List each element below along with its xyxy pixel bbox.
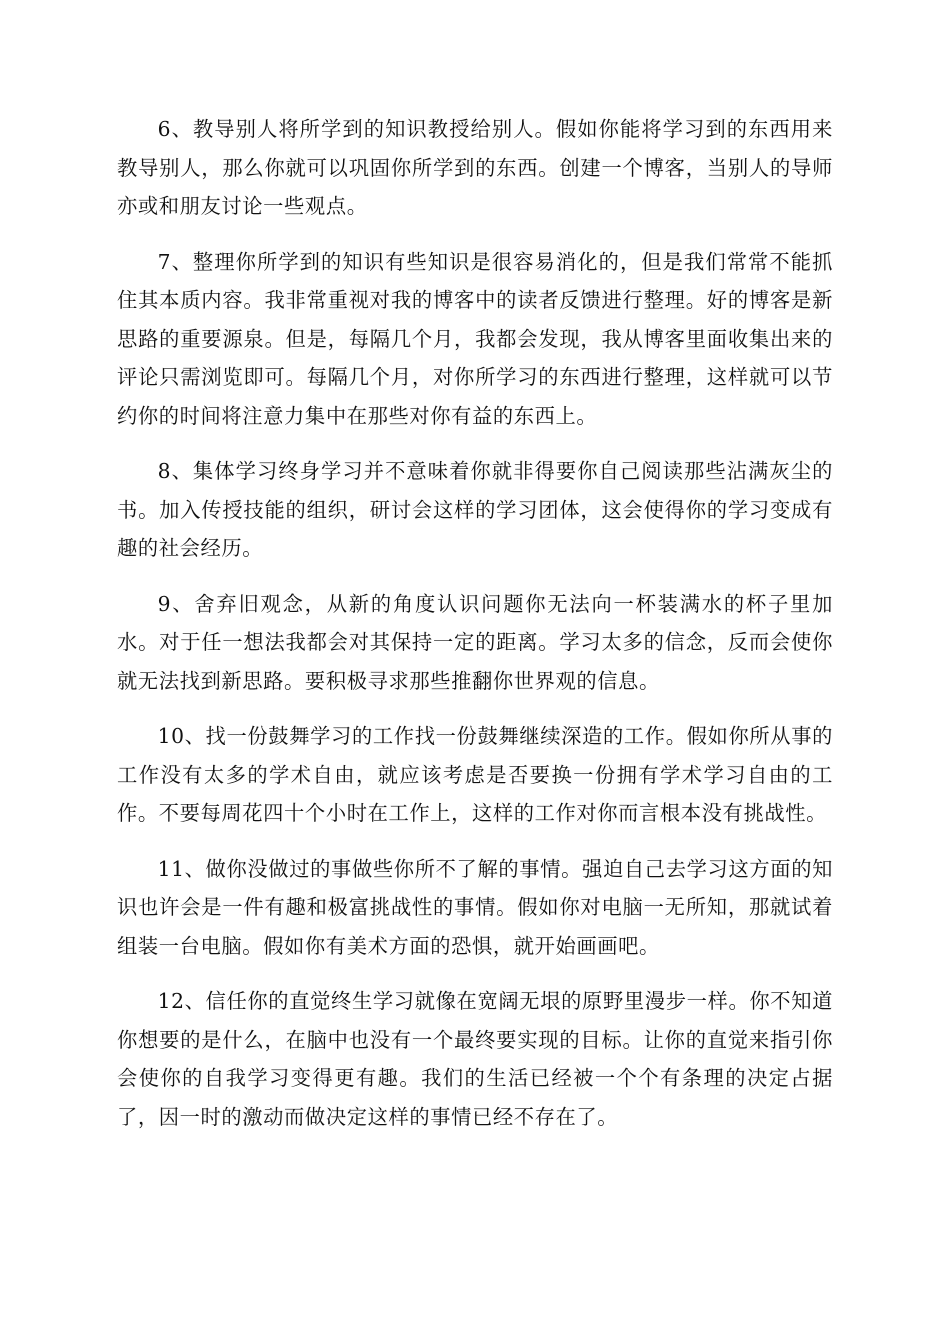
paragraph-7: 7、整理你所学到的知识有些知识是很容易消化的，但是我们常常不能抓住其本质内容。我非常重视对我的博客中的读者反馈进行整理。好的博客是新思路的重要源泉。但是，每隔几个月，我都会发现，我从博客里面收集出来的评论只需浏览即可。每隔几个月，对你所学习的东西进行整理，这样就可以节约你的时间将注意力集中在那些对你有益的东西上。 — [117, 249, 833, 428]
paragraph-6: 6、教导别人将所学到的知识教授给别人。假如你能将学习到的东西用来教导别人，那么你就可以巩固你所学到的东西。创建一个博客，当别人的导师亦或和朋友讨论一些观点。 — [117, 117, 833, 218]
document-body — [117, 110, 833, 1153]
paragraph-10: 10、找一份鼓舞学习的工作找一份鼓舞继续深造的工作。假如你所从事的工作没有太多的学术自由，就应该考虑是否要换一份拥有学术学习自由的工作。不要每周花四十个小时在工作上，这样的工作对你而言根本没有挑战性。 — [117, 724, 833, 825]
paragraph-11: 11、做你没做过的事做些你所不了解的事情。强迫自己去学习这方面的知识也许会是一件有趣和极富挑战性的事情。假如你对电脑一无所知，那就试着组装一台电脑。假如你有美术方面的恐惧，就开始画画吧。 — [117, 856, 833, 958]
paragraph-9: 9、舍弃旧观念，从新的角度认识问题你无法向一杯装满水的杯子里加水。对于任一想法我都会对其保持一定的距离。学习太多的信念，反而会使你就无法找到新思路。要积极寻求那些推翻你世界观的信息。 — [117, 591, 833, 693]
paragraph-12: 12、信任你的直觉终生学习就像在宽阔无垠的原野里漫步一样。你不知道你想要的是什么，在脑中也没有一个最终要实现的目标。让你的直觉来指引你会使你的自我学习变得更有趣。我们的生活已经被一个个有条理的决定占据了，因一时的激动而做决定这样的事情已经不存在了。 — [117, 989, 833, 1129]
paragraph-8: 8、集体学习终身学习并不意味着你就非得要你自己阅读那些沾满灰尘的书。加入传授技能的组织，研讨会这样的学习团体，这会使得你的学习变成有趣的社会经历。 — [117, 459, 833, 560]
